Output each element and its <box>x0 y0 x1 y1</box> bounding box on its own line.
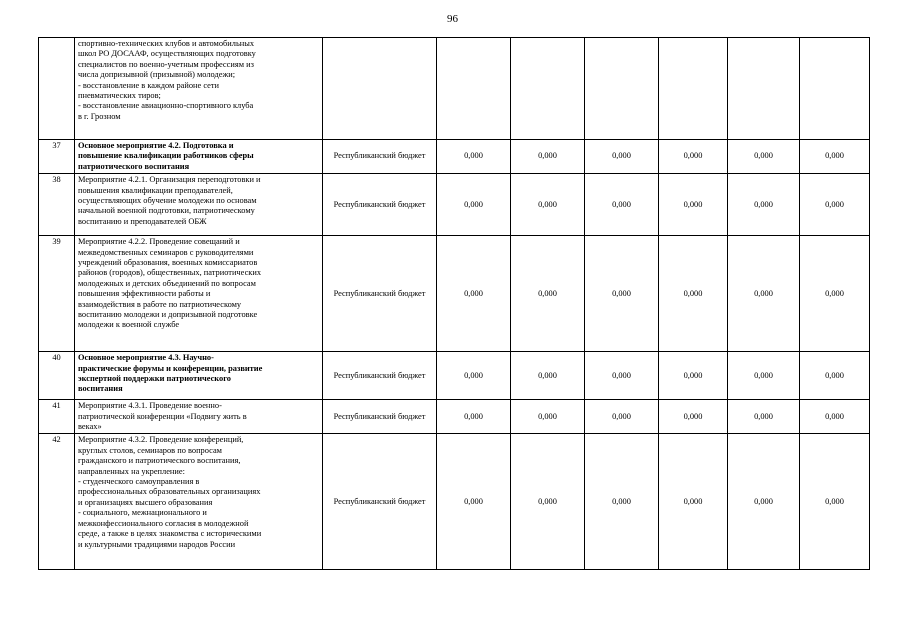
activity-name-line: - социального, межнационального и <box>78 508 207 518</box>
activity-name-line: взаимодействия в работе по патриотическому <box>78 299 242 309</box>
budget-value <box>437 38 511 140</box>
row-number: 39 <box>39 236 75 352</box>
budget-value: 0,000 <box>800 174 870 236</box>
budget-value: 0,000 <box>728 236 800 352</box>
budget-value: 0,000 <box>800 352 870 400</box>
budget-value: 0,000 <box>511 236 585 352</box>
budget-value: 0,000 <box>659 434 728 570</box>
activity-name-line: профессиональных образовательных организациях <box>78 487 261 497</box>
budget-value: 0,000 <box>585 434 659 570</box>
budget-value: 0,000 <box>437 434 511 570</box>
budget-value: 0,000 <box>800 434 870 570</box>
activity-name-line: воспитанию и преподавателей ОБЖ <box>78 216 207 226</box>
activity-name-line: начальной военной подготовки, патриотическому <box>78 206 255 216</box>
activity-name-line: и культурными традициями народов России <box>78 539 236 549</box>
activity-name-line: Мероприятие 4.3.2. Проведение конференций, <box>78 435 244 445</box>
budget-value <box>659 38 728 140</box>
activity-name-line: воспитания <box>78 384 123 394</box>
activity-name-line: молодежи к военной службе <box>78 320 180 330</box>
activity-name-line: Мероприятие 4.2.1. Организация переподготовки и <box>78 175 261 185</box>
activity-name-line: пневматических тиров; <box>78 91 161 101</box>
activity-name-line: повышения эффективности работы и <box>78 289 211 299</box>
budget-value <box>728 38 800 140</box>
budget-value: 0,000 <box>728 352 800 400</box>
table-row <box>39 140 870 174</box>
activity-name-line: районов (городов), общественных, патриотических <box>78 268 262 278</box>
table-row <box>39 400 870 434</box>
activity-name-line: веках» <box>78 422 102 432</box>
budget-value: 0,000 <box>659 400 728 434</box>
activity-name <box>75 434 323 570</box>
activity-name-line: спортивно-технических клубов и автомобильных <box>78 39 255 48</box>
budget-value: 0,000 <box>585 174 659 236</box>
budget-value: 0,000 <box>511 434 585 570</box>
activity-name <box>75 174 323 236</box>
funding-source: Республиканский бюджет <box>323 174 437 236</box>
table-row <box>39 174 870 236</box>
activity-name-line: патриотического воспитания <box>78 161 190 171</box>
budget-value: 0,000 <box>728 400 800 434</box>
budget-value: 0,000 <box>728 434 800 570</box>
activity-name <box>75 38 323 140</box>
funding-source: Республиканский бюджет <box>323 140 437 174</box>
funding-source <box>323 38 437 140</box>
row-number: 42 <box>39 434 75 570</box>
row-number: 40 <box>39 352 75 400</box>
budget-value: 0,000 <box>511 140 585 174</box>
budget-value: 0,000 <box>437 236 511 352</box>
funding-source: Республиканский бюджет <box>323 236 437 352</box>
budget-value: 0,000 <box>511 400 585 434</box>
budget-value: 0,000 <box>511 352 585 400</box>
budget-value: 0,000 <box>728 140 800 174</box>
budget-value: 0,000 <box>659 352 728 400</box>
table-row <box>39 434 870 570</box>
budget-value: 0,000 <box>800 140 870 174</box>
activity-name-line: Основное мероприятие 4.3. Научно- <box>78 353 214 363</box>
budget-value: 0,000 <box>585 400 659 434</box>
budget-value: 0,000 <box>437 352 511 400</box>
activity-name-line: круглых столов, семинаров по вопросам <box>78 445 222 455</box>
activity-name-line: межконфессионального согласия в молодежной <box>78 518 249 528</box>
funding-source: Республиканский бюджет <box>323 400 437 434</box>
table-row <box>39 38 870 140</box>
activity-name <box>75 352 323 400</box>
budget-value: 0,000 <box>437 140 511 174</box>
activity-name-line: повышение квалификации работников сферы <box>78 151 254 161</box>
activity-name-line: воспитанию молодежи и допризывной подготовке <box>78 310 258 320</box>
activity-name-line: школ РО ДОСААФ, осуществляющих подготовку <box>78 49 256 59</box>
activity-name-line: учреждений образования, военных комиссариатов <box>78 258 258 268</box>
budget-value: 0,000 <box>659 174 728 236</box>
activity-name-line: направленных на укрепление: <box>78 466 185 476</box>
budget-value: 0,000 <box>585 352 659 400</box>
budget-value: 0,000 <box>728 174 800 236</box>
budget-value: 0,000 <box>659 236 728 352</box>
budget-value: 0,000 <box>800 400 870 434</box>
row-number: 38 <box>39 174 75 236</box>
funding-source: Республиканский бюджет <box>323 352 437 400</box>
budget-value <box>511 38 585 140</box>
table-body <box>39 38 870 570</box>
budget-value <box>800 38 870 140</box>
page-number: 96 <box>447 13 458 25</box>
budget-value: 0,000 <box>437 174 511 236</box>
activity-name-line: и организациях высшего образования <box>78 497 213 507</box>
funding-source: Республиканский бюджет <box>323 434 437 570</box>
table-row <box>39 352 870 400</box>
budget-value: 0,000 <box>800 236 870 352</box>
activity-name-line: специалистов по военно-учетным профессиям из <box>78 59 254 69</box>
activity-name-line: экспертной поддержки патриотического <box>78 374 231 384</box>
budget-value: 0,000 <box>659 140 728 174</box>
activity-name <box>75 400 323 434</box>
activity-name-line: гражданского и патриотического воспитания, <box>78 456 241 466</box>
activity-name-line: патриотической конференции «Подвигу жить в <box>78 411 247 421</box>
activity-name <box>75 236 323 352</box>
table-row <box>39 236 870 352</box>
activity-name-line: - восстановление в каждом районе сети <box>78 80 219 90</box>
activity-name-line: в г. Грозном <box>78 111 121 121</box>
activity-name <box>75 140 323 174</box>
row-number: 41 <box>39 400 75 434</box>
budget-value <box>585 38 659 140</box>
budget-table <box>38 37 870 570</box>
row-number <box>39 38 75 140</box>
budget-value: 0,000 <box>437 400 511 434</box>
activity-name-line: Мероприятие 4.3.1. Проведение военно- <box>78 401 222 411</box>
row-number: 37 <box>39 140 75 174</box>
budget-value: 0,000 <box>585 140 659 174</box>
activity-name-line: числа допризывной (призывной) молодежи; <box>78 70 236 80</box>
budget-value: 0,000 <box>511 174 585 236</box>
activity-name-line: межведомственных семинаров с руководителями <box>78 247 254 257</box>
activity-name-line: осуществляющих обучение молодежи по основам <box>78 196 257 206</box>
activity-name-line: среде, а также в целях знакомства с историческими <box>78 529 262 539</box>
activity-name-line: практические форумы и конференции, развитие <box>78 363 263 373</box>
activity-name-line: - студенческого самоуправления в <box>78 477 200 487</box>
activity-name-line: Мероприятие 4.2.2. Проведение совещаний и <box>78 237 240 247</box>
budget-value: 0,000 <box>585 236 659 352</box>
activity-name-line: Основное мероприятие 4.2. Подготовка и <box>78 141 234 150</box>
activity-name-line: повышения квалификации преподавателей, <box>78 185 233 195</box>
activity-name-line: - восстановление авиационно-спортивного клуба <box>78 101 254 111</box>
activity-name-line: молодежных и детских объединений по вопросам <box>78 278 256 288</box>
